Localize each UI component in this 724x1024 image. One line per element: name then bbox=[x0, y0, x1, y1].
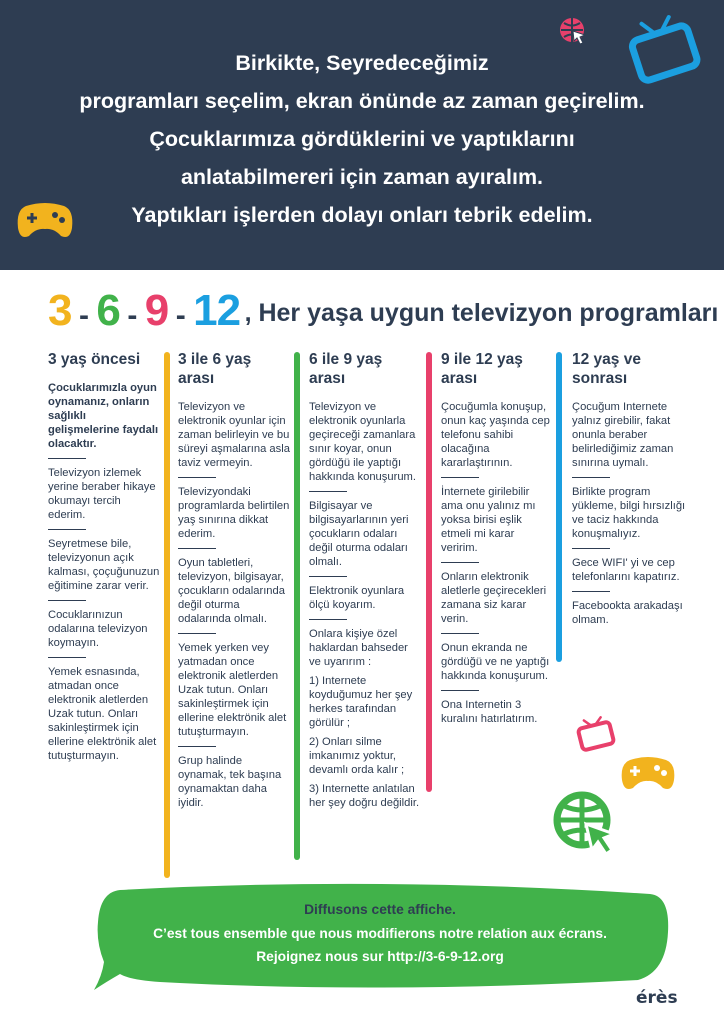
banner-line: Yaptıkları işlerden dolayı onları tebrik edelim. bbox=[131, 203, 593, 227]
column-paragraph: 3) Internette anlatılan her şey doğru değildir. bbox=[309, 783, 420, 809]
age-12: 12 bbox=[193, 286, 241, 335]
television-icon bbox=[574, 716, 618, 752]
divider bbox=[572, 591, 610, 592]
column-paragraph: Ona Internetin 3 kuralını hatırlatırım. bbox=[441, 699, 538, 725]
column-paragraph: Televizyon ve elektronik oyunlarla geçireceği zamanlara sınır koyar, onun gördüğü ile yaptığı hakkında konuşurum. bbox=[309, 401, 416, 483]
column-paragraph: Facebookta arakadaşı olmam. bbox=[572, 600, 683, 626]
divider bbox=[48, 657, 86, 658]
divider bbox=[178, 548, 216, 549]
column-paragraph: Cocuklarınızun odalarına televizyon koymayın. bbox=[48, 609, 148, 649]
television-icon bbox=[624, 14, 706, 86]
column-paragraph: Televizyon ve elektronik oyunlar için zaman belirleyin ve bu süreyi aşmalarına asla taviz vermeyin. bbox=[178, 401, 290, 469]
column-age-6-9 bbox=[309, 350, 421, 810]
column-paragraph: Çocuklarımızla oyun oynamanız, onların sağlıklı gelişmelerine faydalı olacaktır. bbox=[48, 382, 159, 450]
age-9: 9 bbox=[144, 286, 169, 335]
column-paragraph: Onların elektronik aletlerle geçirecekleri zamana siz karar verin. bbox=[441, 571, 547, 625]
gamepad-icon bbox=[620, 752, 676, 794]
divider bbox=[178, 633, 216, 634]
column-divider-yellow bbox=[164, 352, 170, 878]
column-heading: 12 yaş ve sonrası bbox=[572, 351, 641, 387]
footer-message bbox=[90, 898, 670, 969]
column-paragraph: Televizyondaki programlarda belirtilen yaş sınırına dikkat ederim. bbox=[178, 486, 290, 540]
divider bbox=[48, 600, 86, 601]
column-paragraph: Televizyon izlemek yerine beraber hikaye okumayı tercih ederim. bbox=[48, 467, 156, 521]
divider bbox=[48, 529, 86, 530]
divider bbox=[572, 548, 610, 549]
column-age-9-12 bbox=[441, 350, 553, 726]
column-heading: 3 ile 6 yaş arası bbox=[178, 351, 252, 387]
age-6: 6 bbox=[96, 286, 120, 335]
banner-line: Çocuklarımıza gördüklerini ve yaptıklarını bbox=[149, 127, 575, 151]
separator: - bbox=[175, 299, 186, 332]
column-paragraph: Onun ekranda ne gördüğü ve ne yaptığı hakkında konuşurum. bbox=[441, 642, 550, 682]
divider bbox=[441, 562, 479, 563]
gamepad-icon bbox=[16, 198, 74, 242]
separator: - bbox=[78, 299, 89, 332]
divider bbox=[572, 477, 610, 478]
publisher-logo: érès bbox=[636, 988, 678, 1008]
column-heading: 6 ile 9 yaş arası bbox=[309, 351, 383, 387]
age-3: 3 bbox=[48, 286, 72, 335]
footer-line: Diffusons cette affiche. bbox=[304, 902, 456, 917]
age-title bbox=[48, 286, 719, 336]
divider bbox=[178, 746, 216, 747]
banner-line: programları seçelim, ekran önünde az zaman geçirelim. bbox=[79, 89, 645, 113]
separator: - bbox=[127, 299, 138, 332]
column-paragraph: 1) Internete koyduğumuz her şey herkes tarafından görülür ; bbox=[309, 675, 413, 729]
column-paragraph: Çocuğumla konuşup, onun kaç yaşında cep telefonu sahibi olacağına kararlaştırının. bbox=[441, 401, 550, 469]
footer-line: C’est tous ensemble que nous modifierons notre relation aux écrans. bbox=[153, 925, 607, 941]
column-paragraph: Onlara kişiye özel haklardan bahseder ve uyarırım : bbox=[309, 628, 408, 668]
column-paragraph: Çocuğum Internete yalnız girebilir, fakat onunla beraber belirlediğimiz zaman sınırına uymalı. bbox=[572, 401, 674, 469]
column-age-0-3 bbox=[48, 350, 160, 763]
banner-message bbox=[40, 44, 684, 234]
divider bbox=[178, 477, 216, 478]
column-age-12-plus bbox=[572, 350, 690, 627]
column-divider-green bbox=[294, 352, 300, 860]
column-heading: 9 ile 12 yaş arası bbox=[441, 351, 523, 387]
divider bbox=[441, 690, 479, 691]
divider bbox=[441, 633, 479, 634]
column-paragraph: Grup halinde oynamak, tek başına oynamaktan daha iyidir. bbox=[178, 755, 282, 809]
column-paragraph: Oyun tabletleri, televizyon, bilgisayar, çocukların odalarında değil oturma odalarında olmalı. bbox=[178, 557, 285, 625]
column-divider-pink bbox=[426, 352, 432, 792]
column-age-3-6 bbox=[178, 350, 290, 810]
column-paragraph: İnternete girilebilir ama onu yalınız mı yoksa birisi eşlik etmeli mi karar veririm. bbox=[441, 486, 536, 554]
column-paragraph: Yemek yerken vey yatmadan once elektronik aletlerden Uzak tutun. Onları sakinleştirmek için ellerine elektrönik alet tutuşturmayın. bbox=[178, 642, 287, 738]
divider bbox=[309, 491, 347, 492]
column-heading: 3 yaş öncesi bbox=[48, 351, 141, 368]
column-paragraph: Yemek esnasında, atmadan once elektronik aletlerden Uzak tutun. Onları sakinleştirmek için ellerine elektrönik alet tutuşturmayın. bbox=[48, 666, 157, 762]
divider bbox=[309, 619, 347, 620]
column-paragraph: Birlikte program yükleme, bilgi hırsızlığı ve taciz hakkında konuşmalıyız. bbox=[572, 486, 686, 540]
column-paragraph: Bilgisayar ve bilgisayarlarının yeri çocukların odaları değil oturma odaları olmalı. bbox=[309, 500, 409, 568]
banner-line: Birkikte, Seyredeceğimiz bbox=[235, 51, 489, 75]
footer-link[interactable]: Rejoignez nous sur http://3-6-9-12.org bbox=[256, 949, 504, 964]
divider bbox=[309, 576, 347, 577]
column-paragraph: 2) Onları silme imkanımız yoktur, devamlı orda kalır ; bbox=[309, 736, 405, 776]
divider bbox=[48, 458, 86, 459]
globe-cursor-icon bbox=[552, 790, 620, 860]
column-paragraph: Gece WIFI' yi ve cep telefonlarını kapatırız. bbox=[572, 557, 680, 583]
column-paragraph: Elektronik oyunlara ölçü koyarım. bbox=[309, 585, 405, 611]
column-paragraph: Seyretmese bile, televizyonun açık kalması, çoçuğunuzun eğitimine zarar verir. bbox=[48, 538, 160, 592]
banner-line: anlatabilmereri için zaman ayıralım. bbox=[180, 165, 544, 189]
globe-cursor-icon bbox=[556, 14, 590, 48]
column-divider-blue bbox=[556, 352, 562, 662]
title-text: , Her yaşa uygun televizyon programları bbox=[244, 299, 719, 327]
divider bbox=[441, 477, 479, 478]
